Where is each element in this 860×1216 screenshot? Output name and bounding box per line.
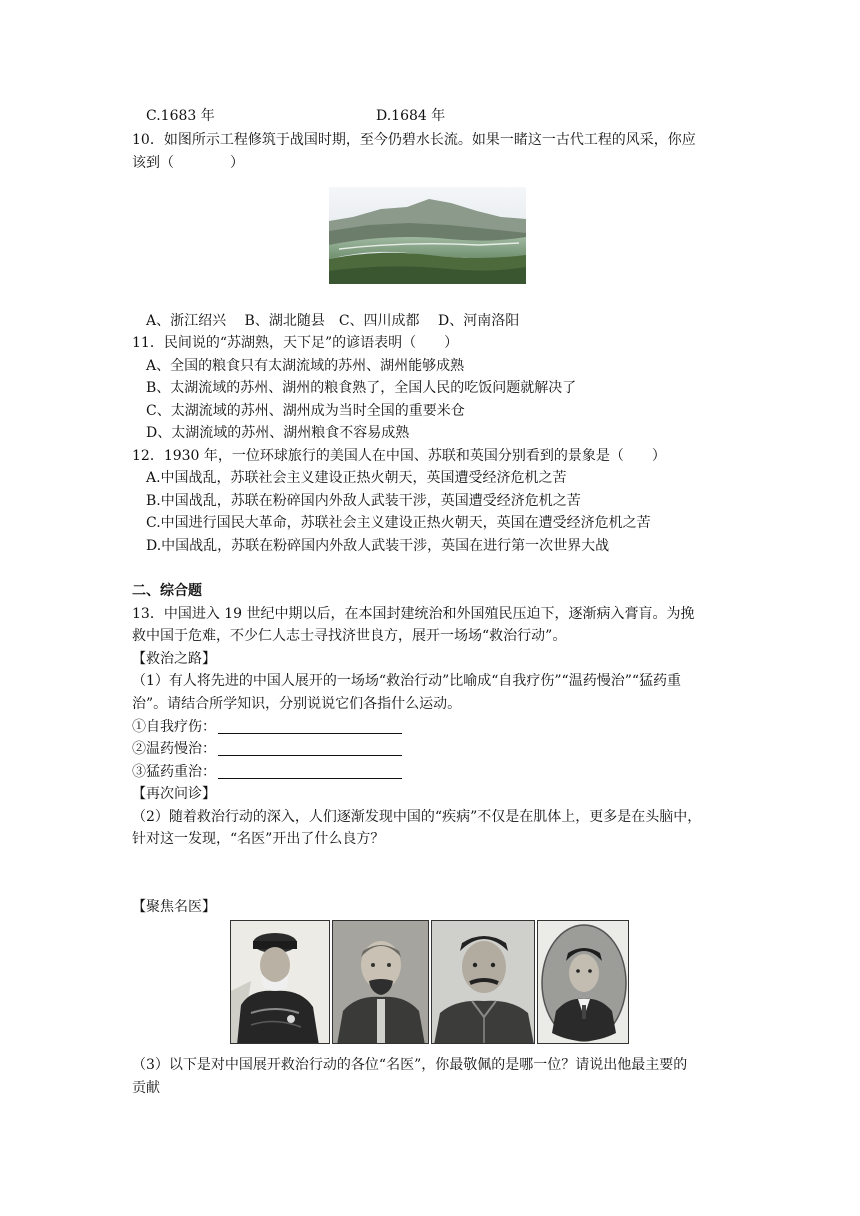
q11-option-d: D、太湖流域的苏州、湖州粮食不容易成熟 bbox=[146, 425, 410, 441]
q13-heading-path: 【救治之路】 bbox=[132, 651, 216, 667]
answer-blank-3[interactable] bbox=[218, 764, 402, 779]
q11-option-c: C、太湖流域的苏州、湖州成为当时全国的重要米仓 bbox=[146, 403, 465, 419]
portrait-3 bbox=[431, 920, 535, 1044]
answer-blank-2[interactable] bbox=[218, 741, 402, 756]
dujiangyan-photo bbox=[329, 187, 526, 284]
q12-stem: 12．1930 年，一位环球旅行的美国人在中国、苏联和英国分别看到的景象是（ ） bbox=[132, 448, 666, 464]
answer-row-2 bbox=[132, 739, 402, 759]
q12-option-d: D.中国战乱，苏联在粉碎国内外敌人武装干涉，英国在进行第一次世界大战 bbox=[146, 538, 610, 554]
q13-part1-line2: 治”。请结合所学知识，分别说说它们各指什么运动。 bbox=[132, 696, 462, 712]
q12-option-a: A.中国战乱，苏联社会主义建设正热火朝天，英国遭受经济危机之苦 bbox=[146, 470, 567, 486]
answer-row-1 bbox=[132, 717, 402, 737]
q9-option-c: C.1683 年 bbox=[146, 108, 215, 124]
answer-label-1: ①自我疗伤： bbox=[132, 719, 216, 735]
portrait-2 bbox=[332, 920, 429, 1044]
portrait-4 bbox=[537, 920, 629, 1044]
q10-options: A、浙江绍兴 B、湖北随县 C、四川成都 D、河南洛阳 bbox=[146, 313, 520, 329]
answer-row-3 bbox=[132, 762, 402, 782]
q12-option-b: B.中国战乱，苏联在粉碎国内外敌人武装干涉，英国遭受经济危机之苦 bbox=[146, 493, 581, 509]
q13-part2-line1: （2）随着救治行动的深入，人们逐渐发现中国的“疾病”不仅是在肌体上，更多是在头脑中， bbox=[132, 809, 702, 825]
section-title: 二、综合题 bbox=[132, 583, 202, 599]
q13-part3-line2: 贡献 bbox=[132, 1080, 160, 1096]
q11-option-b: B、太湖流域的苏州、湖州的粮食熟了，全国人民的吃饭问题就解决了 bbox=[146, 380, 577, 396]
q11-option-a: A、全国的粮食只有太湖流域的苏州、湖州能够成熟 bbox=[146, 358, 465, 374]
q13-intro-line2: 救中国于危难，不少仁人志士寻找济世良方，展开一场场“救治行动”。 bbox=[132, 628, 567, 644]
q10-stem-line1: 10．如图所示工程修筑于战国时期，至今仍碧水长流。如果一睹这一古代工程的风采，你应 bbox=[132, 132, 696, 148]
answer-blank-1[interactable] bbox=[218, 719, 402, 734]
q13-heading-doctors: 【聚焦名医】 bbox=[132, 899, 216, 915]
q12-option-c: C.中国进行国民大革命，苏联社会主义建设正热火朝天，英国在遭受经济危机之苦 bbox=[146, 515, 651, 531]
q13-part1-line1: （1）有人将先进的中国人展开的一场场“救治行动”比喻成“自我疗伤”“温药慢治”“猛药重 bbox=[132, 673, 682, 689]
q13-heading-revisit: 【再次问诊】 bbox=[132, 786, 216, 802]
answer-label-3: ③猛药重治： bbox=[132, 764, 216, 780]
portrait-1 bbox=[230, 920, 330, 1044]
q13-part3-line1: （3）以下是对中国展开救治行动的各位“名医”，你最敬佩的是哪一位？请说出他最主要的 bbox=[132, 1057, 688, 1073]
q13-intro-line1: 13．中国进入 19 世纪中期以后，在本国封建统治和外国殖民压迫下，逐渐病入膏肓。为挽 bbox=[132, 606, 695, 622]
q9-option-d: D.1684 年 bbox=[376, 108, 446, 124]
q11-stem: 11．民间说的“苏湖熟，天下足”的谚语表明（ ） bbox=[132, 335, 459, 351]
q10-stem-line2: 该到（ ） bbox=[132, 155, 244, 171]
answer-label-2: ②温药慢治： bbox=[132, 741, 216, 757]
q13-part2-line2: 针对这一发现，“名医”开出了什么良方？ bbox=[132, 831, 385, 847]
